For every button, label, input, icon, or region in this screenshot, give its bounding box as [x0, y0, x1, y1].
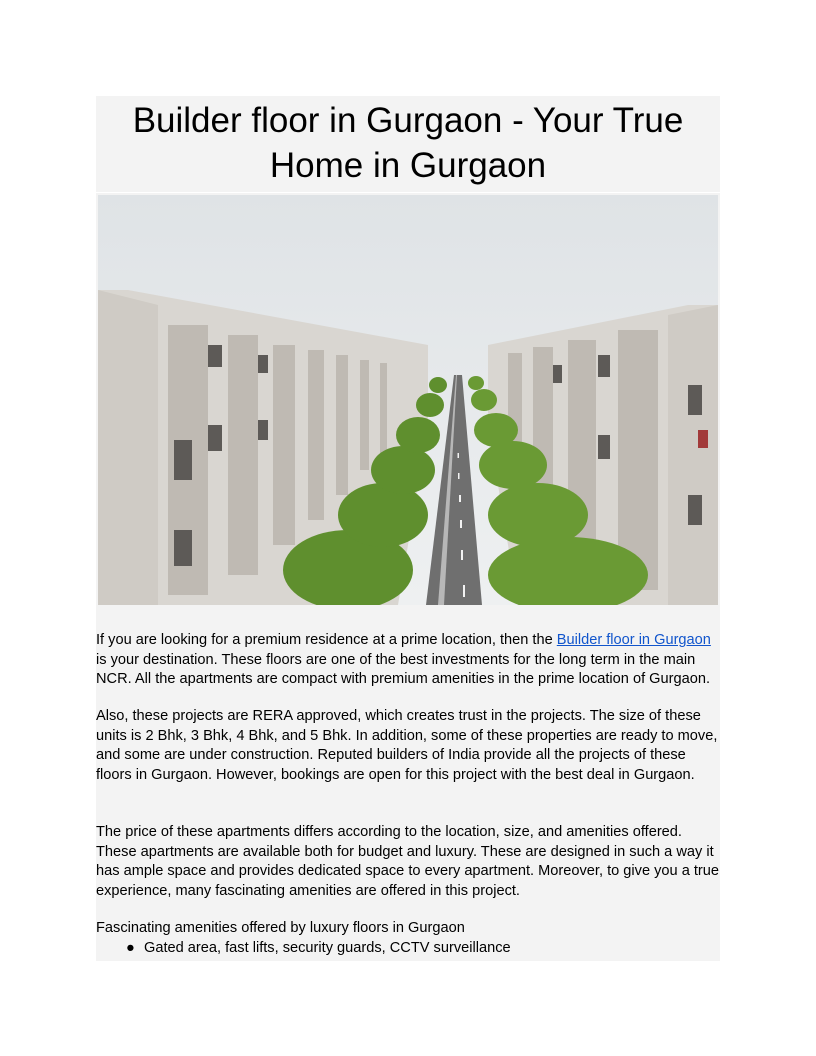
intro-text-start: If you are looking for a premium residence at a prime location, then the — [96, 632, 557, 648]
hero-image — [96, 193, 720, 605]
builder-floor-link[interactable]: Builder floor in Gurgaon — [556, 632, 711, 648]
intro-text-end: is your destination. These floors are one of the best investments for the long term in the main NCR. All the apartments are compact with premium amenities in the prime location of Gurgaon. — [96, 651, 711, 687]
page-title: Builder floor in Gurgaon - Your True Home in Gurgaon — [96, 96, 720, 192]
bullet-dot-icon: ● — [126, 940, 135, 956]
list-item-text: Gated area, fast lifts, security guards, CCTV surveillance — [144, 940, 511, 956]
article-body — [96, 605, 720, 961]
paragraph-rera: Also, these projects are RERA approved, which creates trust in the projects. The size of these units is 2 Bhk, 3 Bhk, 4 Bhk, and 5 Bhk. In addition, some of these properties are ready to move, and some are under construction. Reputed builders of India provide all the projects of these floors in Gurgaon. However, bookings are open for this project with the best deal in Gurgaon. — [96, 708, 718, 783]
paragraph-intro — [96, 631, 720, 690]
amenities-heading: Fascinating amenities offered by luxury floors in Gurgaon — [96, 920, 465, 936]
apartment-street-photo-icon — [98, 195, 718, 605]
paragraph-price: The price of these apartments differs according to the location, size, and amenities offered. These apartments are available both for budget and luxury. These are designed in such a way it has ample space and provides dedicated space to every apartment. Moreover, to give you a true experience, many fascinating amenities are offered in this project. — [96, 824, 720, 899]
